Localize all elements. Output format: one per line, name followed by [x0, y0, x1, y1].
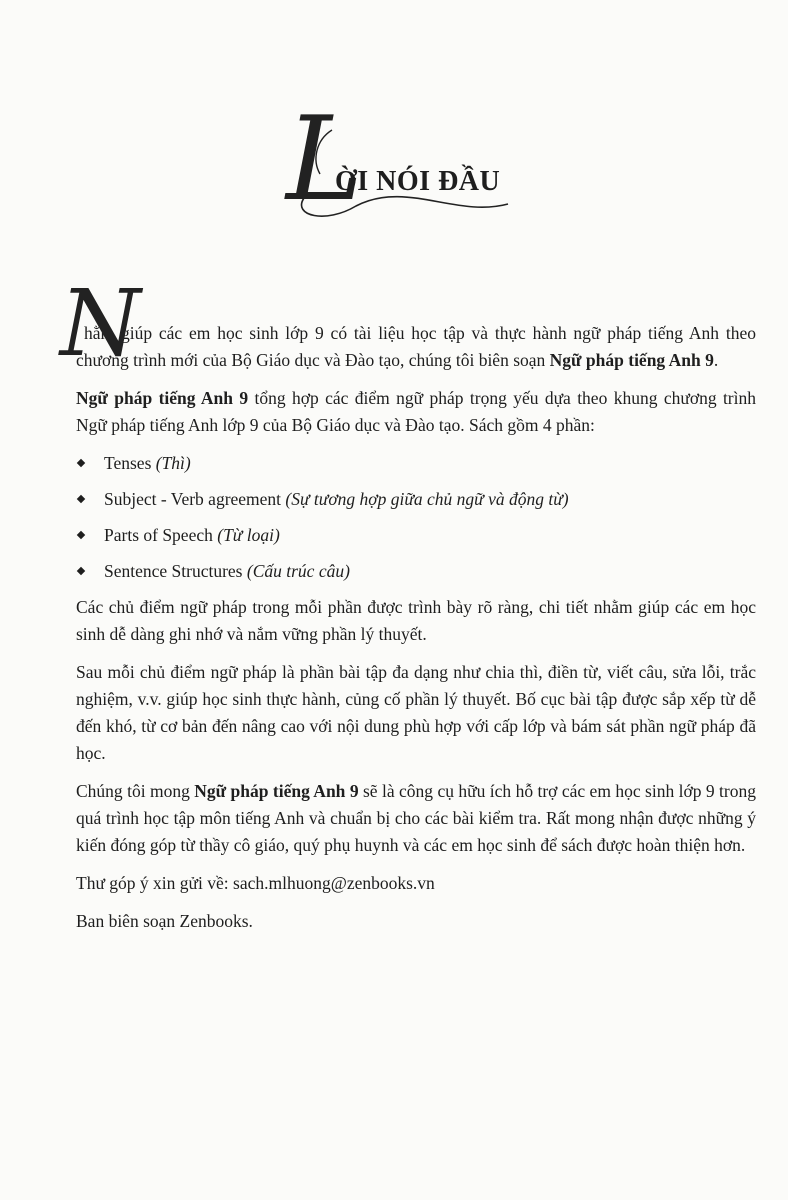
signature: Ban biên soạn Zenbooks.	[76, 911, 253, 931]
hope-paragraph	[76, 778, 756, 859]
part-vietnamese: (Từ loại)	[217, 525, 280, 545]
summary-paragraph	[76, 385, 756, 439]
points-paragraph: Các chủ điểm ngữ pháp trong mỗi phần được trình bày rõ ràng, chi tiết nhằm giúp các em học sinh dễ dàng ghi nhớ và nắm vững phần lý thuyết.	[76, 597, 756, 644]
part-vietnamese: (Thì)	[155, 453, 191, 473]
title-text: ỜI NÓI ĐẦU	[335, 166, 501, 197]
part-vietnamese: (Cấu trúc câu)	[246, 561, 350, 581]
hope-book-title: Ngữ pháp tiếng Anh 9	[194, 781, 359, 801]
hope-text-1: Chúng tôi mong	[76, 781, 195, 801]
part-english: Parts of Speech	[104, 525, 218, 545]
list-item	[76, 522, 756, 549]
hope-text-2: sẽ là công cụ hữu ích hỗ trợ các em học sinh lớp 9 trong quá trình học tập môn tiếng Anh và chuẩn bị cho các bài kiểm tra. Rất mong nhận được những ý kiến đóng góp từ thầy cô giáo, quý phụ huynh và các em học sinh để sách được hoàn thiện hơn.	[76, 781, 756, 855]
part-english: Subject - Verb agreement	[104, 489, 286, 509]
part-english: Sentence Structures	[104, 561, 247, 581]
dropcap-initial: N	[60, 270, 141, 377]
exercises-paragraph: Sau mỗi chủ điểm ngữ pháp là phần bài tập đa dạng như chia thì, điền từ, viết câu, sửa lỗi, trắc nghiệm, v.v. giúp học sinh thực hành, củng cố phần lý thuyết. Bố cục bài tập được sắp xếp từ dễ đến khó, từ cơ bản đến nâng cao với nội dung phù hợp với cấp lớp và bám sát phần ngữ pháp đã học.	[76, 662, 756, 763]
intro-book-title: Ngữ pháp tiếng Anh 9	[549, 350, 714, 370]
list-item	[76, 450, 756, 477]
summary-text: tổng hợp các điểm ngữ pháp trọng yếu dựa theo khung chương trình Ngữ pháp tiếng Anh lớp 9 của Bộ Giáo dục và Đào tạo. Sách gồm 4 phần:	[76, 388, 756, 435]
part-english: Tenses	[104, 453, 156, 473]
intro-text-1: hằm giúp các em học sinh lớp 9 có tài liệu học tập và thực hành ngữ pháp tiếng Anh theo chương trình mới của Bộ Giáo dục và Đào tạo, chúng tôi biên soạn	[76, 323, 756, 370]
intro-text-2: .	[713, 350, 719, 370]
summary-book-title: Ngữ pháp tiếng Anh 9	[76, 388, 249, 408]
list-item	[76, 486, 756, 513]
contact-line: Thư góp ý xin gửi về: sach.mlhuong@zenbooks.vn	[76, 873, 435, 893]
part-vietnamese: (Sự tương hợp giữa chủ ngữ và động từ)	[285, 489, 569, 509]
title-initial: L	[286, 92, 364, 227]
page-title	[286, 92, 526, 227]
intro-paragraph	[60, 270, 756, 377]
list-item	[76, 558, 756, 585]
parts-list	[76, 450, 756, 585]
preface-body	[60, 270, 756, 946]
